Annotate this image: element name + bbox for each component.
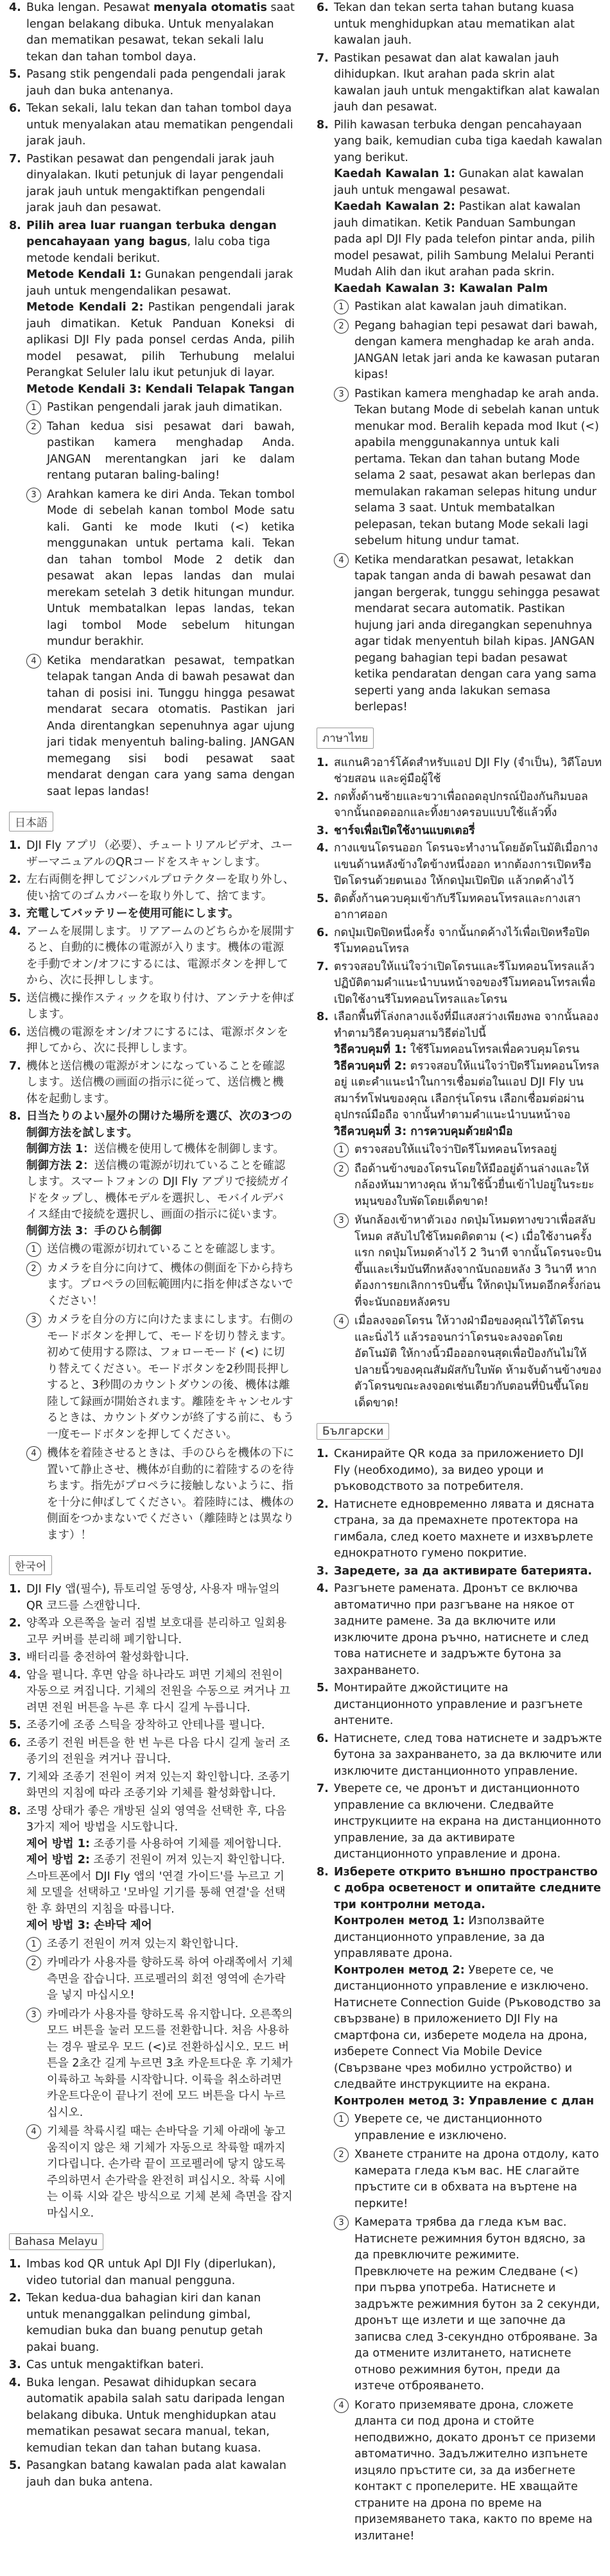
sub-step: 4 เมื่อลงจอดโดรน ให้วางฝ่ามือของคุณไว้ใต้โดรนและนิ่งไว้ แล้วรอจนกว่าโดรนจะลงจอดโดยอัตโนมัติ ให้กางนิ้วมือออกจนสุดเพื่อป้องกันไม่ให้ปลายนิ้วของคุณสัมผัสกับใบพัด ห้ามจับด้านข้างของตัวโดรนขณะลงจอดเช่นเดียวกับตอนที่บินขึ้นโดยเด็ดขาด! [334, 1313, 602, 1412]
section-malay-continued-right [317, 0, 602, 716]
method-2: Metode Kendali 2: Pastikan pengendali jarak jauh dimatikan. Ketuk Panduan Koneksi di aplikasi DJI Fly pada ponsel cerdas Anda, pilih model pesawat, pilih Terhubung melalui Perangkat Seluler lalu ikut petunjuk di layar. [26, 301, 295, 379]
section-malay-continued [9, 0, 295, 800]
sub-step: 2 Pegang bahagian tepi pesawat dari bawah, dengan kamera menghadap ke arah anda. JANGAN letak jari anda ke kawasan putaran kipas! [334, 318, 602, 384]
left-column [9, 0, 295, 2502]
list-item: 5. 조종기에 조종 스틱을 장착하고 안테나를 펼니다. [9, 1719, 265, 1732]
language-tag: ภาษาไทย [317, 728, 374, 749]
method-1: 제어 방법 1: 조종기를 사용하여 기체를 제어합니다. [26, 1837, 282, 1850]
sub-step: 4 기체를 착륙시킬 때는 손바닥을 기체 아래에 놓고 움직이지 않은 채 기체가 자동으로 착륙할 때까지 기다립니다. 손가락 끝이 프로펠러에 닿지 않도록 주의하면서 손가락을 완전히 펴십시오. 착륙 시에는 이륙 시와 같은 방식으로 기체 본체 측면을 잡지 마십시오. [26, 2124, 295, 2222]
list-item: 6. Tekan dan tekan serta tahan butang kuasa untuk menghidupkan atau mematikan alat kawalan jauh. [317, 1, 575, 47]
language-tag: 한국어 [9, 1555, 52, 1575]
method-2: 제어 방법 2: 조종기 전원이 꺼져 있는지 확인합니다. 스마트폰에서 DJI Fly 앱의 '연결 가이드'를 누르고 기체 모델을 선택하고 '모바일 기기를 통해 연결'을 선택한 후 화면의 지침을 따릅니다. [26, 1854, 286, 1916]
section-bulgarian [317, 1423, 602, 2545]
sub-step: 4 Ketika mendaratkan pesawat, letakkan tapak tangan anda di bawah pesawat dan jangan bergerak, tunggu sehingga pesawat mendarat secara automatik. Pastikan hujung jari anda diregangkan sepenuhnya agar tidak menyentuh bilah kipas. JANGAN pegang bahagian tepi badan pesawat ketika pendaratan dengan cara yang sama seperti yang anda lakukan semasa berlepas! [334, 552, 602, 716]
list-item: 4. กางแขนโดรนออก โดรนจะทำงานโดยอัตโนมัติเมื่อกางแขนด้านหลังข้างใดข้างหนึ่งออก หากต้องการเปิดหรือปิดโดรนด้วยตนเอง ให้กดปุ่มเปิดปิด แล้วกดค้างไว้ [317, 842, 598, 887]
sub-step: 3 카메라가 사용자를 향하도록 유지합니다. 오른쪽의 모드 버튼을 눌러 모드를 전환합니다. 처음 사용하는 경우 팔로우 모드 (<)로 전환하십시오. 모드 버튼을 2초간 길게 누르면 3초 카운트다운 후 기체가 이륙하고 녹화를 시작합니다. 이륙을 취소하려면 카운트다운이 끝나기 전에 모드 버튼을 다시 누르십시오. [26, 2007, 295, 2122]
list-item: 6. Tekan sekali, lalu tekan dan tahan tombol daya untuk menyalakan atau mematikan pengendali jarak jauh. [9, 102, 293, 148]
list-item: 3. ชาร์จเพื่อเปิดใช้งานแบตเตอรี่ [317, 824, 475, 837]
list-item: 8. Pilih kawasan terbuka dengan pencahayaan yang baik, kemudian cuba tiga kaedah kawalan yang berikut. Kaedah Kawalan 1: Gunakan alat kawalan jauh untuk mengawal pesawat. Kaedah Kawalan 2: Pastikan alat kawalan jauh dimatikan. Ketik Panduan Sambungan pada apl DJI Fly pada telefon pintar anda, pilih model pesawat, pilih Sambung Melalui Peranti Mudah Alih dan ikut arahan pada skrin. Kaedah Kawalan 3: Kawalan Palm 1 Pastikan alat kawalan jauh dimatikan. 2 Pegang bahagian tepi pesawat dari bawah, dengan kamera menghadap ke arah anda. JANGAN letak jari anda ke kawasan putaran kipas! 3 Pastikan kamera menghadap ke arah anda. Tekan butang Mode di sebelah kanan untuk menukar mod. Beralih kepada mod Ikut (<) apabila menggunakannya untuk kali pertama. Tekan dan tahan butang Mode selama 2 saat, pesawat akan berlepas dan memulakan rakaman selepas hitung undur selama 3 saat. Untuk membatalkan pelepasan, tekan butang Mode sekali lagi sebelum hitung undur tamat. 4 Ketika mendaratkan pesawat, letakkan tapak tangan anda di bawah pesawat dan jangan bergerak, tunggu sehingga pesawat mendarat secara automatik. Pastikan hujung jari anda diregangkan sepenuhnya agar tidak menyentuh bilah kipas. JANGAN pegang bahagian tepi badan pesawat ketika pendaratan dengan cara yang sama seperti yang anda lakukan semasa berlepas! [317, 117, 602, 716]
sub-step: 1 Уверете се, че дистанционното управление е изключено. [334, 2111, 602, 2144]
section-thai [317, 728, 602, 1412]
sub-step: 4 機体を着陸させるときは、手のひらを機体の下に置いて静止させ、機体が自動的に着陸するのを待ちます。指先がプロペラに接触しないように、指を十分に伸ばしてください。着陸時には、機体の側面をつかまないでください（離陸時とは異なります）！ [26, 1446, 295, 1544]
list-item: 1. Сканирайте QR кода за приложението DJI Fly (необходимо), за видео уроци и ръководството за потребителя. [317, 1447, 584, 1493]
list-item: 8. 日当たりのよい屋外の開けた場所を選び、次の3つの制御方法を試します。 制御方法 1：送信機を使用して機体を制御します。 制御方法 2：送信機の電源が切れていることを確認します。スマートフォンの DJI Fly アプリで接続ガイドをタップし、機体モデルを選択し、モバイルデバイス経由で接続を選択し、画面の指示に従います。 制御方法 3：手のひら制御 1 送信機の電源が切れていることを確認します。 2 カメラを自分に向けて、機体の側面を下から持ちます。プロペラの回転範囲内に指を伸ばさないでください！ 3 カメラを自分の方に向けたままにします。右側のモードボタンを押して、モードを切り替えます。初めて使用する際は、フォローモード (<) に切り替えてください。モードボタンを2秒間長押しすると、3秒間のカウントダウンの後、機体は離陸して録画が開始されます。離陸をキャンセルするときは、カウントダウンが終了する前に、もう一度モードボタンを押してください。 4 機体を着陸させるときは、手のひらを機体の下に置いて静止させ、機体が自動的に着陸するのを待ちます。指先がプロペラに接触しないように、指を十分に伸ばしてください。着陸時には、機体の側面をつかまないでください（離陸時とは異なります）！ [9, 1109, 295, 1544]
method-3-title: Metode Kendali 3: Kendali Telapak Tangan [26, 382, 295, 396]
sub-step: 1 ตรวจสอบให้แน่ใจว่าปิดรีโมทคอนโทรลอยู่ [334, 1142, 602, 1159]
list-item: 2. Натиснете едновременно лявата и дясната страна, за да премахнете протектора на гимбала, след което махнете и изхвърлете еднократното гумено покритие. [317, 1497, 595, 1560]
section-korean [9, 1555, 295, 2222]
list-item: 6. กดปุ่มเปิดปิดหนึ่งครั้ง จากนั้นกดค้างไว้เพื่อเปิดหรือปิดรีโมทคอนโทรล [317, 926, 590, 955]
list-item: 7. Уверете се, че дронът и дистанционното управление са включени. Следвайте инструкциите на екрана на дистанционното управление, за да активирате дистанционното управление и дрона. [317, 1782, 602, 1861]
list-item: 4. Buka lengan. Pesawat menyala otomatis saat lengan belakang dibuka. Untuk menyalakan dan mematikan pesawat, tekan sekali lalu tekan dan tahan tombol daya. [9, 1, 295, 64]
list-item: 5. Pasangkan batang kawalan pada alat kawalan jauh dan buka antena. [9, 2459, 286, 2489]
sub-step: 3 Камерата трябва да гледа към вас. Натиснете режимния бутон вдясно, за да превключите режимите. Превключете на режим Следване (<) при първа употреба. Натиснете и задръжте режимния бутон за 2 секунди, дронът ще излети и ще започне да записва след 3-секундно отброяване. За да отмените излитането, натиснете отново режимния бутон, преди да изтече отброяването. [334, 2215, 602, 2395]
list-item: 3. 充電してバッテリーを使用可能にします。 [9, 907, 240, 920]
list-item: 7. Pastikan pesawat dan pengendali jarak jauh dinyalakan. Ikuti petunjuk di layar pengendali jarak jauh untuk mengaktifkan pengendali jarak jauh dan pesawat. [9, 152, 284, 214]
sub-step: 2 Хванете страните на дрона отдолу, като камерата гледа към вас. НЕ слагайте пръстите си в обхвата на въртене на перките! [334, 2147, 602, 2212]
right-column [317, 0, 602, 2556]
method-2: 制御方法 2：送信機の電源が切れていることを確認します。スマートフォンの DJI Fly アプリで接続ガイドをタップし、機体モデルを選択し、モバイルデバイス経由で接続を選択し、画面の指示に従います。 [26, 1159, 291, 1221]
sub-step: 2 카메라가 사용자를 향하도록 하여 아래쪽에서 기체 측면을 잡습니다. 프로펠러의 회전 영역에 손가락을 넣지 마십시오! [26, 1955, 295, 2004]
method-2: วิธีควบคุมที่ 2: ตรวจสอบให้แน่ใจว่าปิดรีโมทคอนโทรลอยู่ แตะคำแนะนำในการเชื่อมต่อในแอป DJI Fly บนสมาร์ทโฟนของคุณ เลือกรุ่นโดรน เลือกเชื่อมต่อผ่านอุปกรณ์มือถือ จากนั้นทำตามคำแนะนำบนหน้าจอ [334, 1059, 600, 1122]
sub-step: 2 ถือด้านข้างของโดรนโดยให้มืออยู่ด้านล่างและให้กล้องหันมาทางคุณ ห้ามใช้นิ้วยื่นเข้าไปอยู่ในระยะหมุนของใบพัดโดยเด็ดขาด! [334, 1161, 602, 1211]
list-item: 1. สแกนคิวอาร์โค้ดสำหรับแอป DJI Fly (จำเป็น), วิดีโอบทช่วยสอน และคู่มือผู้ใช้ [317, 756, 602, 785]
list-item: 4. アームを展開します。リアアームのどちらかを展開すると、自動的に機体の電源が入ります。機体の電源を手動でオン/オフにするには、電源ボタンを押してから、次に長押しします。 [9, 925, 295, 987]
sub-step: 4 Ketika mendaratkan pesawat, tempatkan telapak tangan Anda di bawah pesawat dan tahan di posisi ini. Tunggu hingga pesawat mendarat secara otomatis. Pastikan jari Anda direntangkan sepenuhnya agar ujung jari tidak menyentuh baling-baling. JANGAN memegang sisi bodi pesawat saat mendarat dengan cara yang sama dengan saat lepas landas! [26, 653, 295, 801]
method-1: วิธีควบคุมที่ 1: ใช้รีโมทคอนโทรลเพื่อควบคุมโดรน [334, 1043, 580, 1056]
method-1: Metode Kendali 1: Gunakan pengendali jarak jauh untuk mengendalikan pesawat. [26, 268, 293, 298]
sub-step: 4 Когато приземявате дрона, сложете дланта си под дрона и стойте неподвижно, докато дронът се приземи автоматично. Задължително изпънете изцяло пръстите си, за да избегнете контакт с пропелерите. НЕ хващайте страните на дрона по време на приземяването така, както по време на излитане! [334, 2398, 602, 2545]
sub-step: 1 送信機の電源が切れていることを確認します。 [26, 1241, 295, 1258]
list-item: 7. ตรวจสอบให้แน่ใจว่าเปิดโดรนและรีโมทคอนโทรลแล้ว ปฏิบัติตามคำแนะนำบนหน้าจอของรีโมทคอนโทรลเพื่อเปิดใช้งานรีโมทคอนโทรลและโดรน [317, 960, 596, 1006]
list-item: 1. DJI Fly アプリ（必要）、チュートリアルビデオ、ユーザーマニュアルのQRコードをスキャンします。 [9, 839, 293, 869]
list-item: 6. 조종기 전원 버튼을 한 번 누른 다음 다시 길게 눌러 조종기의 전원을 켜거나 끕니다. [9, 1736, 290, 1766]
sub-step: 2 Tahan kedua sisi pesawat dari bawah, pastikan kamera menghadap Anda. JANGAN merentangkan jari ke dalam rentang putaran baling-baling! [26, 419, 295, 484]
list-item: 7. 기체와 조종기 전원이 켜져 있는지 확인합니다. 조종기 화면의 지침에 따라 조종기와 기체를 활성화합니다. [9, 1770, 290, 1800]
method-3-title: Kaedah Kawalan 3: Kawalan Palm [334, 282, 548, 295]
method-1: 制御方法 1：送信機を使用して機体を制御します。 [26, 1143, 284, 1156]
list-item: 4. 암을 펼니다. 후면 암을 하나라도 펴면 기체의 전원이 자동으로 켜집니다. 기체의 전원을 수동으로 켜거나 끄려면 전원 버튼을 누른 후 다시 길게 누릅니다. [9, 1668, 290, 1714]
sub-step: 3 カメラを自分の方に向けたままにします。右側のモードボタンを押して、モードを切り替えます。初めて使用する際は、フォローモード (<) に切り替えてください。モードボタンを2秒間長押しすると、3秒間のカウントダウンの後、機体は離陸して録画が開始されます。離陸をキャンセルするときは、カウントダウンが終了する前に、もう一度モードボタンを押してください。 [26, 1312, 295, 1443]
list-item: 5. ติดตั้งก้านควบคุมเข้ากับรีโมทคอนโทรลและกางเสาอากาศออก [317, 892, 581, 921]
list-item: 7. Pastikan pesawat dan alat kawalan jauh dihidupkan. Ikut arahan pada skrin alat kawalan jauh untuk mengaktifkan alat kawalan jauh dan pesawat. [317, 51, 600, 114]
method-3-title: 제어 방법 3: 손바닥 제어 [26, 1919, 152, 1932]
section-malay [9, 2233, 295, 2491]
sub-step: 1 Pastikan alat kawalan jauh dimatikan. [334, 299, 602, 316]
list-item: 1. DJI Fly 앱(필수), 튜토리얼 동영상, 사용자 매뉴얼의 QR 코드를 스캔합니다. [9, 1583, 280, 1612]
list-item: 2. กดทั้งด้านซ้ายและขวาเพื่อถอดอุปกรณ์ป้องกันกิมบอล จากนั้นถอดออกและทิ้งยางครอบแบบใช้แล้วทิ้ง [317, 790, 588, 819]
list-item: 8. Изберете открито външно пространство с добра осветеност и опитайте следните три контролни метода. Контролен метод 1: Използвайте дистанционното управление, за да управлявате дрона. Контролен метод 2: Уверете се, че дистанционното управление е изключено. Натиснете Connection Guide (Ръководство за свързване) в приложението DJI Fly на смартфона си, изберете модела на дрона, изберете Connect Via Mobile Device (Свързване чрез мобилно устройство) и следвайте инструкциите на екрана. Контролен метод 3: Управление с длан 1 Уверете се, че дистанционното управление е изключено. 2 Хванете страните на дрона отдолу, като камерата гледа към вас. НЕ слагайте пръстите си в обхвата на въртене на перките! 3 Камерата трябва да гледа към вас. Натиснете режимния бутон вдясно, за да превключите режимите. Превключете на режим Следване (<) при първа употреба. Натиснете и задръжте режимния бутон за 2 секунди, дронът ще излети и ще започне да записва след 3-секундно отброяване. За да отмените излитането, натиснете отново режимния бутон, преди да изтече отброяването. 4 Когато приземявате дрона, сложете дланта си под дрона и стойте неподвижно, докато дронът се приземи автоматично. Задължително изпънете изцяло пръстите си, за да избегнете контакт с пропелерите. НЕ хващайте страните на дрона по време на приземяването така, както по време на излитане! [317, 1864, 602, 2545]
method-1: Kaedah Kawalan 1: Gunakan alat kawalan jauh untuk mengawal pesawat. [334, 167, 584, 197]
method-3-title: วิธีควบคุมที่ 3: การควบคุมด้วยฝ่ามือ [334, 1125, 513, 1138]
list-item: 2. 양쪽과 오른쪽을 눌러 짐벌 보호대를 분리하고 일회용 고무 커버를 분리해 폐기합니다. [9, 1617, 287, 1646]
method-1: Контролен метод 1: Използвайте дистанционното управление, за да управлявате дрона. [334, 1915, 545, 1960]
method-3-title: Контролен метод 3: Управление с длан [334, 2094, 595, 2108]
list-item: 2. 左右両側を押してジンバルプロテクターを取り外し、使い捨てのゴムカバーを取り外して、捨てます。 [9, 873, 295, 903]
list-item: 3. Cas untuk mengaktifkan bateri. [9, 2358, 204, 2371]
method-3-title: 制御方法 3：手のひら制御 [26, 1224, 162, 1238]
list-item: 8. เลือกพื้นที่โล่งกลางแจ้งที่มีแสงสว่างเพียงพอ จากนั้นลองทำตามวิธีควบคุมสามวิธีต่อไปนี้ วิธีควบคุมที่ 1: ใช้รีโมทคอนโทรลเพื่อควบคุมโดรน วิธีควบคุมที่ 2: ตรวจสอบให้แน่ใจว่าปิดรีโมทคอนโทรลอยู่ แตะคำแนะนำในการเชื่อมต่อในแอป DJI Fly บนสมาร์ทโฟนของคุณ เลือกรุ่นโดรน เลือกเชื่อมต่อผ่านอุปกรณ์มือถือ จากนั้นทำตามคำแนะนำบนหน้าจอ วิธีควบคุมที่ 3: การควบคุมด้วยฝ่ามือ 1 ตรวจสอบให้แน่ใจว่าปิดรีโมทคอนโทรลอยู่ 2 ถือด้านข้างของโดรนโดยให้มืออยู่ด้านล่างและให้กล้องหันมาทางคุณ ห้ามใช้นิ้วยื่นเข้าไปอยู่ในระยะหมุนของใบพัดโดยเด็ดขาด! 3 หันกล้องเข้าหาตัวเอง กดปุ่มโหมดทางขวาเพื่อสลับโหมด สลับไปใช้โหมดติดตาม (<) เมื่อใช้งานครั้งแรก กดปุ่มโหมดค้างไว้ 2 วินาที จากนั้นโดรนจะบินขึ้นและเริ่มบันทึกหลังจากนับถอยหลัง 3 วินาที หากต้องการยกเลิกการบินขึ้น ให้กดปุ่มโหมดอีกครั้งก่อนที่จะนับถอยหลังครบ 4 เมื่อลงจอดโดรน ให้วางฝ่ามือของคุณไว้ใต้โดรนและนิ่งไว้ แล้วรอจนกว่าโดรนจะลงจอดโดยอัตโนมัติ ให้กางนิ้วมือออกจนสุดเพื่อป้องกันไม่ให้ปลายนิ้วของคุณสัมผัสกับใบพัด ห้ามจับด้านข้างของตัวโดรนขณะลงจอดเช่นเดียวกับตอนที่บินขึ้นโดยเด็ดขาด! [317, 1009, 602, 1412]
sub-step: 1 조종기 전원이 꺼져 있는지 확인합니다. [26, 1936, 295, 1953]
sub-step: 1 Pastikan pengendali jarak jauh dimatikan. [26, 400, 295, 416]
list-item: 4. Разгънете рамената. Дронът се включва автоматично при разгъване на някое от задните рамене. За да включите или изключите дрона ръчно, натиснете и след това натиснете и задръжте бутона за захранването. [317, 1582, 589, 1677]
list-item: 1. Imbas kod QR untuk Apl DJI Fly (diperlukan), video tutorial dan manual pengguna. [9, 2258, 276, 2287]
list-item: 3. 배터리를 충전하여 활성화합니다. [9, 1651, 189, 1664]
list-item: 8. 조명 상태가 좋은 개방된 실외 영역을 선택한 후, 다음 3가지 제어 방법을 시도합니다. 제어 방법 1: 조종기를 사용하여 기체를 제어합니다. 제어 방법 2: 조종기 전원이 꺼져 있는지 확인합니다. 스마트폰에서 DJI Fly 앱의 '연결 가이드'를 누르고 기체 모델을 선택하고 '모바일 기기를 통해 연결'을 선택한 후 화면의 지침을 따릅니다. 제어 방법 3: 손바닥 제어 1 조종기 전원이 꺼져 있는지 확인합니다. 2 카메라가 사용자를 향하도록 하여 아래쪽에서 기체 측면을 잡습니다. 프로펠러의 회전 영역에 손가락을 넣지 마십시오! 3 카메라가 사용자를 향하도록 유지합니다. 오른쪽의 모드 버튼을 눌러 모드를 전환합니다. 처음 사용하는 경우 팔로우 모드 (<)로 전환하십시오. 모드 버튼을 2초간 길게 누르면 3초 카운트다운 후 기체가 이륙하고 녹화를 시작합니다. 이륙을 취소하려면 카운트다운이 끝나기 전에 모드 버튼을 다시 누르십시오. 4 기체를 착륙시킬 때는 손바닥을 기체 아래에 놓고 움직이지 않은 채 기체가 자동으로 착륙할 때까지 기다립니다. 손가락 끝이 프로펠러에 닿지 않도록 주의하면서 손가락을 완전히 펴십시오. 착륙 시에는 이륙 시와 같은 방식으로 기체 본체 측면을 잡지 마십시오. [9, 1804, 295, 2222]
list-item: 7. 機体と送信機の電源がオンになっていることを確認します。送信機の画面の指示に従って、送信機と機体を起動します。 [9, 1059, 285, 1105]
list-item: 2. Tekan kedua-dua bahagian kiri dan kanan untuk menanggalkan pelindung gimbal, kemudian buka dan buang penutup getah pakai buang. [9, 2292, 263, 2354]
sub-step: 3 Arahkan kamera ke diri Anda. Tekan tombol Mode di sebelah kanan tombol Mode satu kali. Ganti ke mode Ikuti (<) ketika menggunakan untuk pertama kali. Tekan dan tahan tombol Mode 2 detik dan pesawat akan lepas landas dan mulai merekam setelah 3 detik hitungan mundur. Untuk membatalkan lepas landas, tekan lagi tombol Mode sebelum hitungan mundur berakhir. [26, 487, 295, 651]
list-item: 4. Buka lengan. Pesawat dihidupkan secara automatik apabila salah satu daripada lengan belakang dibuka. Untuk menghidupkan atau mematikan pesawat secara manual, tekan, kemudian tekan dan tahan butang kuasa. [9, 2376, 285, 2455]
method-2: Kaedah Kawalan 2: Pastikan alat kawalan jauh dimatikan. Ketik Panduan Sambungan pada apl DJI Fly pada telefon pintar anda, pilih model pesawat, pilih Sambung Melalui Peranti Mudah Alih dan ikut arahan pada skrin. [334, 200, 595, 278]
method-2: Контролен метод 2: Уверете се, че дистанционното управление е изключено. Натиснете Connection Guide (Ръководство за свързване) в приложението DJI Fly на смартфона си, изберете модела на дрона, изберете Connect Via Mobile Device (Свързване чрез мобилно устройство) и следвайте инструкциите на екрана. [334, 1963, 601, 2091]
list-item: 5. 送信機に操作スティックを取り付け、アンテナを伸ばします。 [9, 991, 294, 1021]
list-item: 5. Pasang stik pengendali pada pengendali jarak jauh dan buka antenanya. [9, 68, 286, 98]
language-tag: Български [317, 1423, 389, 1440]
sub-step: 3 หันกล้องเข้าหาตัวเอง กดปุ่มโหมดทางขวาเพื่อสลับโหมด สลับไปใช้โหมดติดตาม (<) เมื่อใช้งานครั้งแรก กดปุ่มโหมดค้างไว้ 2 วินาที จากนั้นโดรนจะบินขึ้นและเริ่มบันทึกหลังจากนับถอยหลัง 3 วินาที หากต้องการยกเลิกการบินขึ้น ให้กดปุ่มโหมดอีกครั้งก่อนที่จะนับถอยหลังครบ [334, 1213, 602, 1311]
section-japanese [9, 812, 295, 1544]
list-item: 6. 送信機の電源をオン/オフにするには、電源ボタンを押してから、次に長押しします。 [9, 1025, 288, 1055]
list-item: 8. Pilih area luar ruangan terbuka dengan pencahayaan yang bagus, lalu coba tiga metode kendali berikut. Metode Kendali 1: Gunakan pengendali jarak jauh untuk mengendalikan pesawat. Metode Kendali 2: Pastikan pengendali jarak jauh dimatikan. Ketuk Panduan Koneksi di aplikasi DJI Fly pada ponsel cerdas Anda, pilih model pesawat, pilih Terhubung melalui Perangkat Seluler lalu ikut petunjuk di layar. Metode Kendali 3: Kendali Telapak Tangan 1 Pastikan pengendali jarak jauh dimatikan. 2 Tahan kedua sisi pesawat dari bawah, pastikan kamera menghadap Anda. JANGAN merentangkan jari ke dalam rentang putaran baling-baling! 3 Arahkan kamera ke diri Anda. Tekan tombol Mode di sebelah kanan tombol Mode satu kali. Ganti ke mode Ikuti (<) ketika menggunakan untuk pertama kali. Tekan dan tahan tombol Mode 2 detik dan pesawat akan lepas landas dan mulai merekam setelah 3 detik hitungan mundur. Untuk membatalkan lepas landas, tekan lagi tombol Mode sebelum hitungan mundur berakhir. 4 Ketika mendaratkan pesawat, tempatkan telapak tangan Anda di bawah pesawat dan tahan di posisi ini. Tunggu hingga pesawat mendarat secara otomatis. Pastikan jari Anda direntangkan sepenuhnya agar ujung jari tidak menyentuh baling-baling. JANGAN memegang sisi bodi pesawat saat mendarat dengan cara yang sama dengan saat lepas landas! [9, 218, 295, 801]
language-tag: Bahasa Melayu [9, 2233, 103, 2250]
sub-step: 2 カメラを自分に向けて、機体の側面を下から持ちます。プロペラの回転範囲内に指を伸ばさないでください！ [26, 1261, 295, 1310]
list-item: 6. Натиснете, след това натиснете и задръжте бутона за захранването, за да включите или изключите дистанционното управление. [317, 1732, 602, 1778]
list-item: 5. Монтирайте джойстиците на дистанционното управление и разгънете антените. [317, 1682, 583, 1727]
list-item: 3. Заредете, за да активирате батерията. [317, 1564, 593, 1578]
sub-step: 3 Pastikan kamera menghadap ke arah anda. Tekan butang Mode di sebelah kanan untuk menukar mod. Beralih kepada mod Ikut (<) apabila menggunakannya untuk kali pertama. Tekan dan tahan butang Mode selama 2 saat, pesawat akan berlepas dan memulakan rakaman selepas hitung undur selama 3 saat. Untuk membatalkan pelepasan, tekan butang Mode sekali lagi sebelum hitung undur tamat. [334, 386, 602, 550]
language-tag: 日本語 [9, 812, 53, 832]
